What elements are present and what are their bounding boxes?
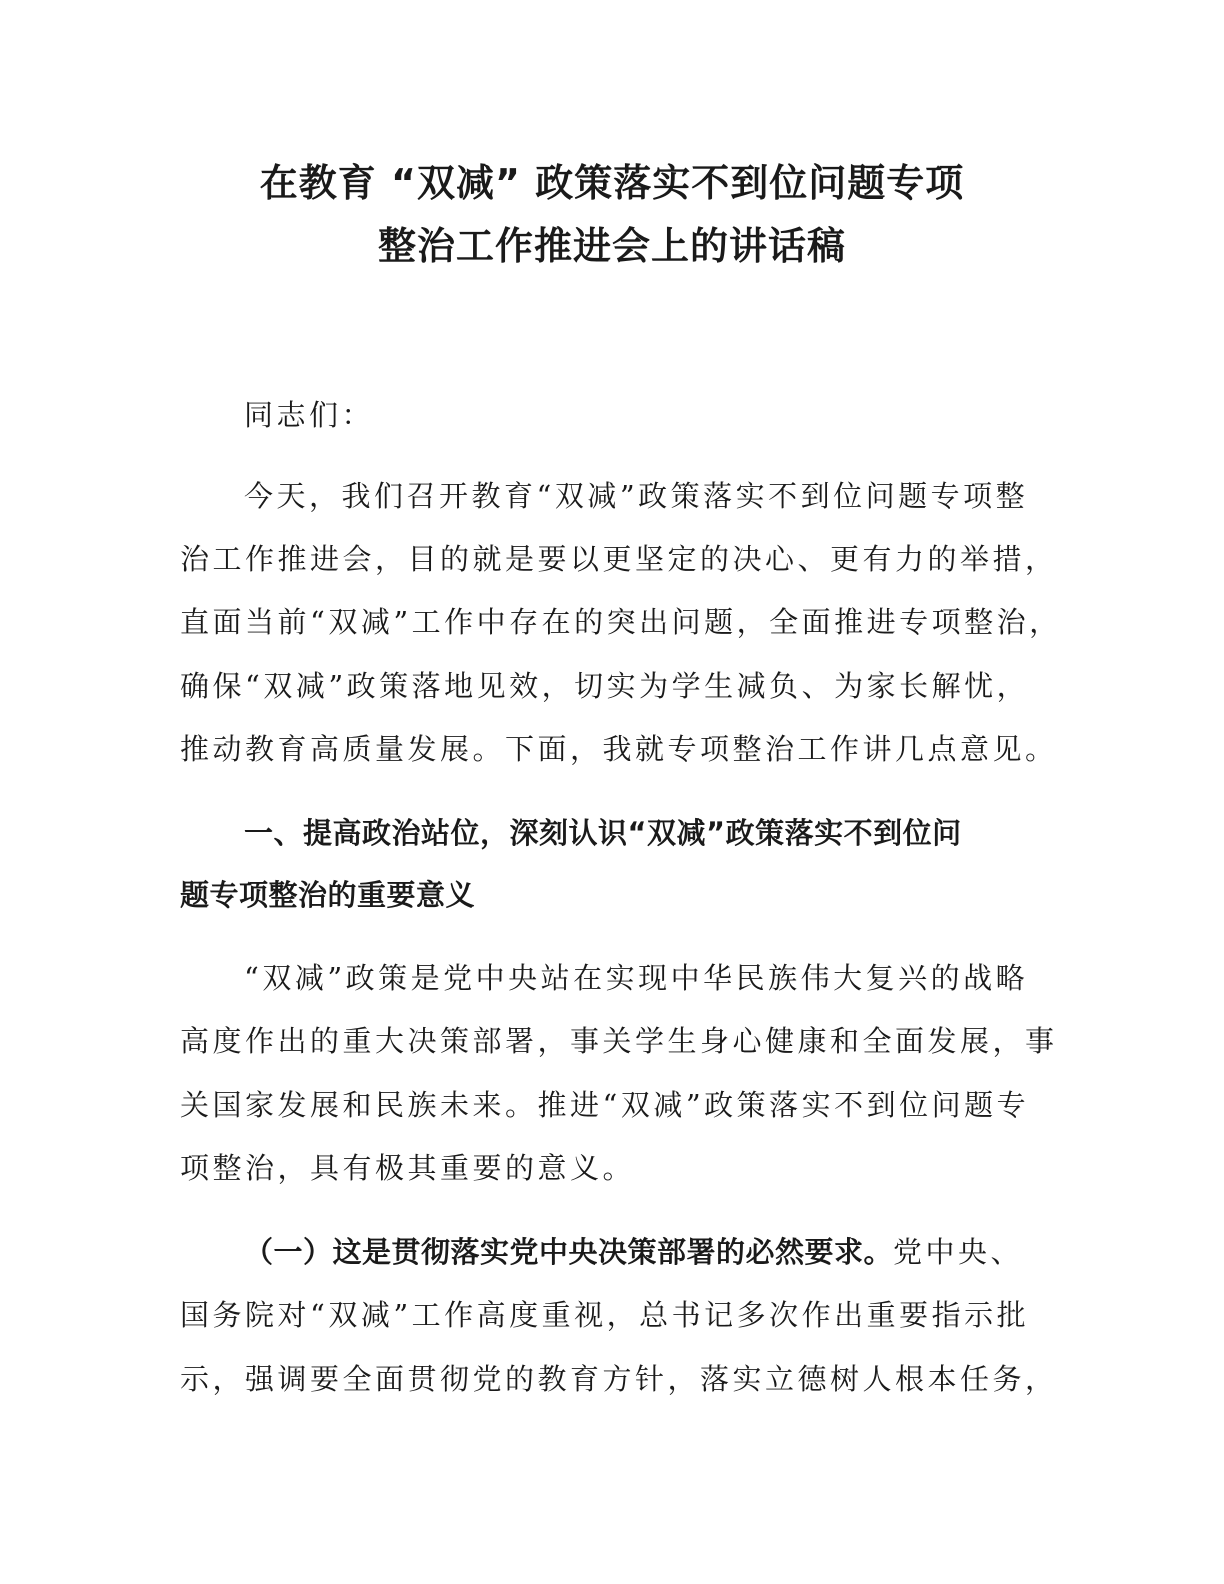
subsection-heading: （一）这是贯彻落实党中央决策部署的必然要求。 — [244, 1235, 894, 1269]
intro-line: 直面当前“双减”工作中存在的突出问题，全面推进专项整治， — [180, 605, 1062, 639]
body-line: 示，强调要全面贯彻党的教育方针，落实立德树人根本任务， — [180, 1362, 1058, 1396]
intro-line: 治工作推进会，目的就是要以更坚定的决心、更有力的举措， — [180, 542, 1058, 576]
intro-line: 今天，我们召开教育“双减”政策落实不到位问题专项整 — [244, 479, 1029, 513]
body-line: 国务院对“双减”工作高度重视，总书记多次作出重要指示批 — [180, 1298, 1030, 1332]
body-line: 高度作出的重大决策部署，事关学生身心健康和全面发展，事 — [180, 1024, 1058, 1058]
intro-line: 确保“双减”政策落地见效，切实为学生减负、为家长解忧， — [180, 669, 1030, 703]
intro-line: 推动教育高质量发展。下面，我就专项整治工作讲几点意见。 — [180, 732, 1058, 766]
body-line: 项整治，具有极其重要的意义。 — [180, 1151, 636, 1185]
salutation: 同志们： — [244, 398, 375, 432]
document-title-line-2: 整治工作推进会上的讲话稿 — [377, 224, 846, 268]
body-line: 关国家发展和民族未来。推进“双减”政策落实不到位问题专 — [180, 1088, 1030, 1122]
section-heading-line: 题专项整治的重要意义 — [180, 878, 476, 912]
subsection-heading-line — [244, 1234, 1023, 1270]
body-line: “双减”政策是党中央站在实现中华民族伟大复兴的战略 — [244, 961, 1029, 995]
subsection-continuation: 党中央、 — [893, 1235, 1024, 1269]
document-title-line-1: 在教育 “双减” 政策落实不到位问题专项 — [259, 161, 965, 205]
section-heading-line: 一、提高政治站位，深刻认识“双减”政策落实不到位问 — [244, 816, 962, 850]
